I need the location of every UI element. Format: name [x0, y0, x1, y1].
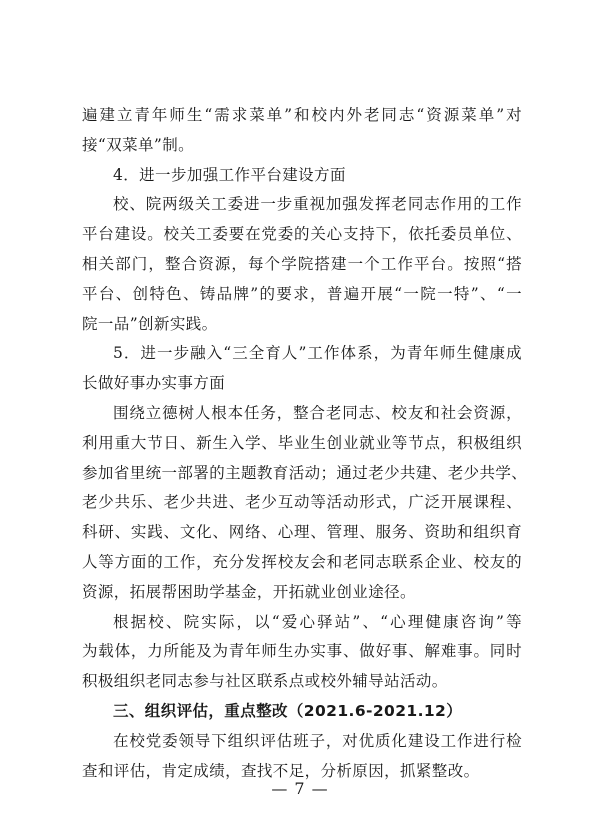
text-line: 围绕立德树人根本任务，整合老同志、校友和社会资源，: [113, 404, 522, 422]
text-line: 院一品”创新实践。: [82, 314, 218, 333]
text-line: 查和评估，肯定成绩，查找不足，分析原因，抓紧整改。: [82, 761, 480, 780]
text-line: 相关部门，整合资源，每个学院搭建一个工作平台。按照“搭: [82, 255, 522, 273]
text-line: 积极组织老同志参与社区联系点或校外辅导站活动。: [82, 672, 448, 691]
text-line: 接“双菜单”制。: [82, 135, 195, 154]
text-line: 老少共乐、老少共进、老少互动等活动形式，广泛开展课程、: [82, 493, 522, 512]
text-line: 根据校、院实际，以“爱心驿站”、“心理健康咨询”等: [113, 612, 522, 631]
text-line: 科研、实践、文化、网络、心理、管理、服务、资助和组织育: [82, 523, 522, 542]
text-line: 资源，拓展帮困助学基金，开拓就业创业途径。: [82, 582, 416, 601]
text-line: 平台建设。校关工委要在党委的关心支持下，依托委员单位、: [82, 225, 522, 244]
text-line: 遍建立青年师生“需求菜单”和校内外老同志“资源菜单”对: [82, 106, 522, 124]
text-line: 校、院两级关工委进一步重视加强发挥老同志作用的工作: [113, 195, 522, 214]
text-line: 人等方面的工作，充分发挥校友会和老同志联系企业、校友的: [82, 553, 522, 571]
text-line: 为载体，力所能及为青年师生办实事、做好事、解难事。同时: [82, 642, 522, 661]
section-subheading: 5．进一步融入“三全育人”工作体系，为青年师生健康成: [113, 344, 522, 363]
text-line: 在校党委领导下组织评估班子，对优质化建设工作进行检: [113, 731, 522, 750]
page-number: — 7 —: [271, 779, 329, 798]
section-subheading: 长做好事办实事方面: [82, 374, 226, 393]
text-line: 参加省里统一部署的主题教育活动；通过老少共建、老少共学、: [82, 463, 528, 482]
section-heading: 三、组织评估，重点整改（2021.6-2021.12）: [113, 702, 463, 720]
text-line: 利用重大节日、新生入学、毕业生创业就业等节点，积极组织: [82, 433, 522, 452]
section-subheading: 4．进一步加强工作平台建设方面: [113, 165, 346, 184]
text-line: 平台、创特色、铸品牌”的要求，普遍开展“一院一特”、“一: [82, 284, 522, 303]
